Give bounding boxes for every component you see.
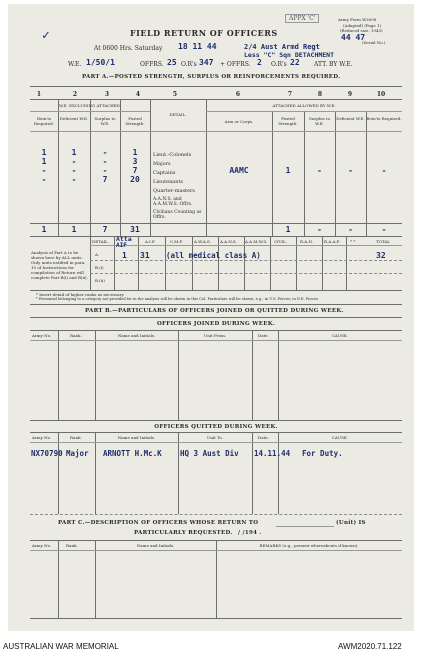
form-reference-1: Army Form W3008 [338,17,377,22]
part-b-title: PART B.—PARTICULARS OF OFFICERS JOINED OR QUITTED DURING WEEK. [85,308,344,314]
part-c-h-name: Name and Initials. [136,543,175,548]
or-label: O.R's [181,61,197,68]
form-reference-2: (Adapted) (Page 1) [343,23,382,28]
col-header-deficient: Deficient W.E. [59,116,89,121]
col4-majors: 3 [132,157,138,166]
appendix-stamp: APPX 'C' [285,14,319,23]
joined-h-name: Name and Initials. [117,333,156,338]
detail-lieut-colonels: Lieut.-Colonels [153,152,192,158]
col1-lieuts: - [41,175,47,184]
col-number: 9 [347,91,353,98]
detail-majors: Majors [153,161,171,167]
part-c-h-remarks: REMARKS (e.g., present whereabouts if known). [259,543,359,548]
col4-lieuts: 20 [130,175,140,184]
plus-or-label: O.R's [271,61,287,68]
footer-institution: AUSTRALIAN WAR MEMORIAL [3,642,119,651]
col9-value: - [348,166,353,175]
att-label: ATT. BY W.E. [314,61,353,68]
col2-captains: - [71,166,77,175]
col-header-reints: Rein'ts Required. [34,116,54,126]
footer-reference: AWM2020.71.122 [338,642,402,651]
form-reference-3: (Reduced size, 1943) [340,28,383,33]
col4-lt-col: 1 [132,148,138,157]
total-col3: 7 [102,225,108,234]
col-number: 10 [376,91,386,98]
quitted-unit-to: HQ 3 Aust Div [180,449,239,458]
footnote-1: * Insert detail of higher ranks as necessary. [36,292,125,297]
col3-lieuts: 7 [102,175,108,184]
joined-h-army-no: Army No. [32,333,52,338]
analysis-aif-a: 1 [122,251,127,260]
analysis-remark: (all medical class A) [166,251,261,260]
group-header-attached: ATTACHED ALLOWED BY W.E. [272,103,336,108]
analysis-row-bii: B.(ii) [95,278,105,283]
analysis-h-total: TOTAL [376,239,390,244]
col-header-detail: DETAIL. [169,112,187,117]
col1-lt-col: 1 [41,148,47,157]
detail-aans-aamws: A.A.N.S. and A.A.M.W.S. Offrs. [153,197,193,207]
total-col8: - [317,225,322,234]
col-number: 5 [172,91,178,98]
offrs-label: OFFRS. [140,61,164,68]
atta-note: Atta [116,235,132,243]
part-c-title: PART C.—DESCRIPTION OF OFFICERS WHOSE RETURN TO [58,520,259,526]
col-header-att-deficient: Deficient W.E. [336,116,365,121]
col2-lt-col: 1 [71,148,77,157]
col8-value: - [317,166,322,175]
col4-captains: 7 [132,166,138,175]
tick-mark: ✓ [42,28,50,43]
col3-captains: - [102,166,108,175]
quitted-h-name: Name and Initials. [117,435,156,440]
col7-value: 1 [285,166,291,175]
analysis-h-cmf: C.M.F. [170,239,183,244]
col-number: 3 [104,91,110,98]
total-col7: 1 [285,225,291,234]
unit-name-line-1: 2/4 Aust Armd Regt [244,43,320,51]
at-label: At 0600 Hrs. Saturday [94,45,163,52]
serial-label: (Serial No.) [362,40,386,45]
total-col4: 31 [130,225,140,234]
total-col1: 1 [41,225,47,234]
col2-lieuts: - [71,175,77,184]
analysis-row-bi: B.(i) [95,265,104,270]
quitted-date: 14.11.44 [254,449,291,458]
col3-majors: - [102,157,108,166]
analysis-h-raaf: R.A.A.F. [324,239,341,244]
quitted-name: ARNOTT H.Mc.K [103,449,162,458]
col-header-att-surplus: Surplus to W.E. [309,116,330,126]
part-c-h-rank: Rank. [66,543,78,548]
or-value: 347 [199,58,214,67]
col-header-arm: Arm or Corps. [224,119,254,124]
group-header-we: W.E. EXCLUDING ATTACHED. [58,103,122,108]
form-title: FIELD RETURN OF OFFICERS [130,28,278,38]
analysis-value-a: 31 [140,251,150,260]
total-col10: - [381,225,387,234]
part-c-h-army-no: Army No. [32,543,52,548]
return-date: 18 11 44 [178,42,217,51]
col-number: 2 [72,91,78,98]
joined-h-unit-from: Unit From. [203,333,227,338]
part-c-date: / /194 . [238,530,262,536]
joined-h-rank: Rank. [70,333,82,338]
total-col2: 1 [71,225,77,234]
plus-offrs-label: + OFFRS. [220,61,251,68]
footnote-2: * Personnel belonging to a category not provided for in the analysis will be shown in this Col. Particulars will be shown, e.g., in U.S. Forces; in N.E. Forces [36,297,319,301]
col2-majors: - [71,157,77,166]
we-label: W.E. [68,61,82,68]
col-header-att-posted: Posted Strength. [278,116,298,126]
part-a-title: PART A.—POSTED STRENGTH, SURPLUS OR REINFORCEMENTS REQUIRED. [82,74,341,80]
col-number: 8 [317,91,323,98]
analysis-instructions: Analysis of Part A to be shown here by ALL units. Only units notified in para. 10 of Instructions for compilation of Return will complete Part B(i) and B(ii). [31,250,88,280]
offrs-value: 25 [167,58,177,67]
quitted-h-date: Date. [258,435,269,440]
col-number: 6 [235,91,241,98]
detail-quartermasters: Quarter-masters [153,188,195,194]
plus-or-value: 22 [290,58,300,67]
col1-captains: - [41,166,47,175]
col-header-posted: Posted Strength. [125,116,145,126]
detail-civilians: Civilians Counting as Offrs. [153,210,202,220]
analysis-row-a: A. [95,252,100,257]
analysis-h-aans: A.A.N.S. [220,239,237,244]
joined-title: OFFICERS JOINED DURING WEEK. [156,321,276,327]
col-number: 7 [287,91,293,98]
serial-number: 44 47 [341,33,366,42]
analysis-total-a: 32 [376,251,386,260]
analysis-h-detail: DETAIL. [92,239,109,244]
quitted-h-army-no: Army No. [32,435,52,440]
joined-h-cause: CAUSE. [331,333,349,338]
col-number: 4 [135,91,141,98]
analysis-h-awas: A.W.A.S. [194,239,211,244]
analysis-h-other: * * [350,239,356,244]
quitted-title: OFFICERS QUITTED DURING WEEK. [154,424,278,430]
detail-captains: Captains [153,170,176,176]
col-number: 1 [36,91,42,98]
quitted-rank: Major [66,449,89,458]
col-header-att-reints: Rein'ts Required. [366,116,402,121]
col1-majors: 1 [41,157,47,166]
analysis-h-ran: R.A.N. [300,239,313,244]
analysis-h-civil: CIVIL. [274,239,288,244]
quitted-h-unit-to: Unit To. [206,435,224,440]
part-c-requested: PARTICULARLY REQUESTED. [134,530,233,536]
arm-corps-value: AAMC [229,166,249,175]
quitted-cause: For Duty. [302,449,343,458]
analysis-h-aamws: A.A.M.W.S. [245,239,268,244]
plus-offrs-value: 2 [257,58,262,67]
total-col9: - [348,225,353,234]
quitted-h-cause: CAUSE. [331,435,349,440]
part-c-unit-label: (Unit) IS [336,520,366,526]
col3-lt-col: - [102,148,108,157]
atta-aif: AIF [116,242,127,249]
col-header-surplus: Surplus to W.E. [94,116,116,126]
unit-name-line-2: Less "C" Sqn DETACHMENT [244,51,335,59]
joined-h-date: Date. [258,333,269,338]
we-value: 1/50/1 [86,58,115,67]
detail-lieutenants: Lieutenants [153,179,184,185]
quitted-army-no: NX70790 [31,449,63,458]
quitted-h-rank: Rank. [70,435,82,440]
analysis-h-aif: A.I.F. [145,239,156,244]
col10-value: - [381,166,387,175]
